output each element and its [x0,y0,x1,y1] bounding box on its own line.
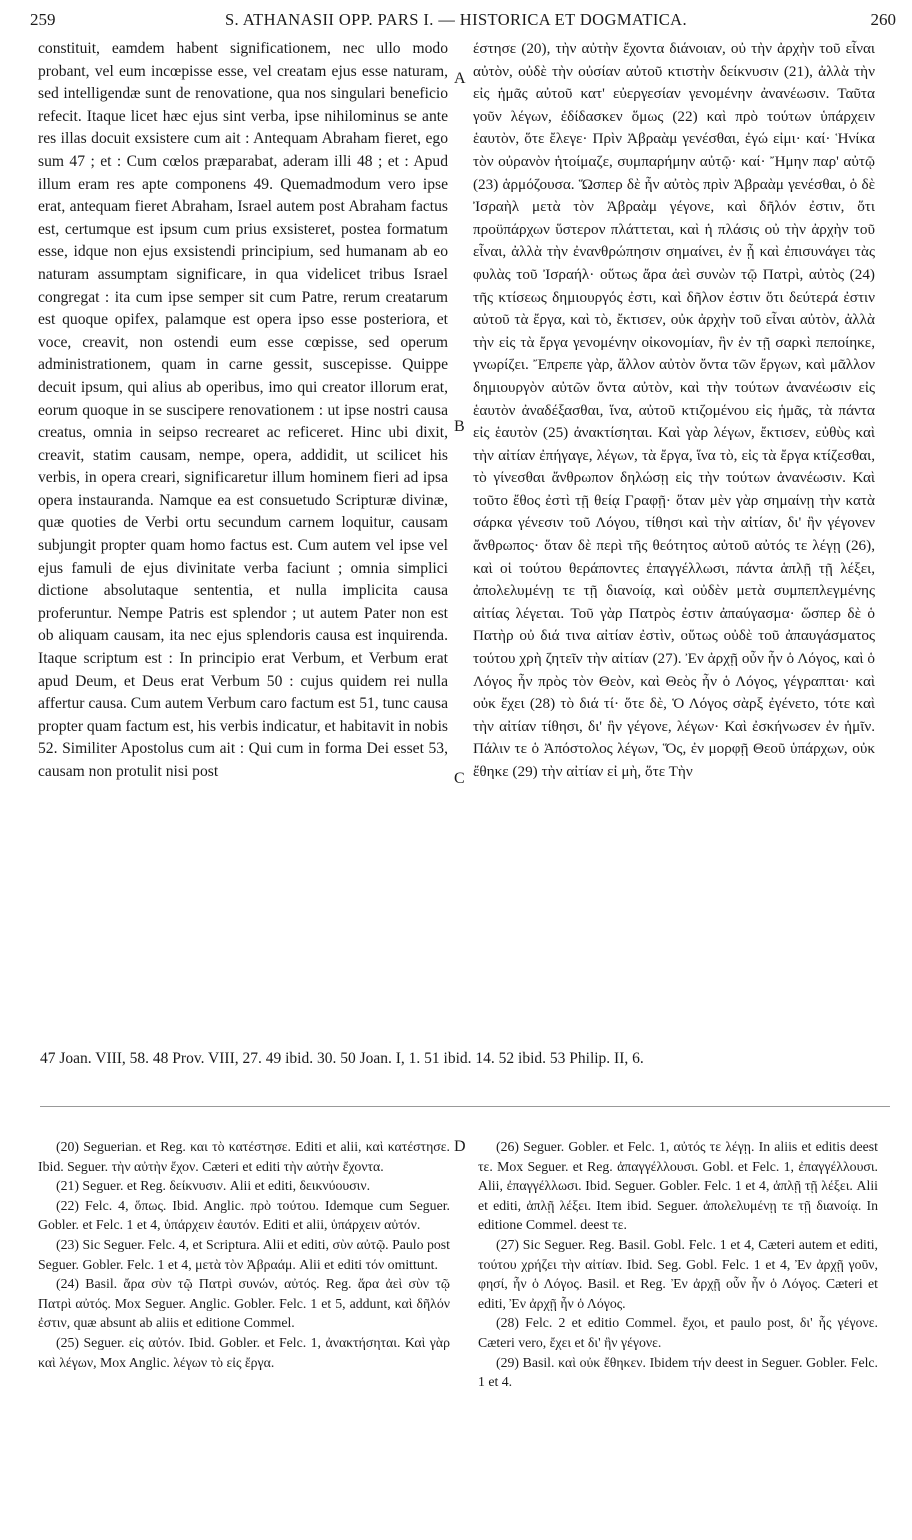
note-29: (29) Basil. καὶ οὐκ ἔθηκεν. Ibidem τήν deest in Seguer. Gobler. Felc. 1 et 4. [478,1354,878,1390]
latin-column: constituit, eamdem habent significationem, nec ullo modo probant, vel eum incœpisse esse, vel creatam ejus esse naturam, sed intelligendæ sunt de renovatione, qua nos singulari beneficio refecit. Itaque licet hæc ejus sint verba, ipse nihilominus se ante res illas docuit exsistere cum ait : Antequam Abraham fieret, ego sum 47 ; et : Cum cœlos præparabat, aderam illi 48 ; et : Apud illum eram res apte componens 49. Quemadmodum vero ipse erat, antequam fieret Abraham, Israel autem post Abraham factus est, certumque est ipsum cum prius exsisteret, postea formatum esse, idque non ejus exsistendi principium, sed humanam ab eo naturam assumptam significare, in qua videlicet tribus Israel congregat : ita cum ipse semper sit cum Patre, rerum creatarum est quoque opifex, palamque est opera ipso esse posteriora, et voce, creavit, non ostendi eum esse cœpisse, sed operum administrationem, quam in carne gessit, suscepisse. Quippe decuit ipsum, qui alius ab operibus, imo qui creator illorum erat, eorum quoque in se suscipere renovationem : ut ipse nostri causa creatus, omnia in seipso recrearet ac reficeret. Hinc ubi dixit, creavit, statim causam, nempe, opera, addidit, ut scilicet his verbis, in opera creari, significaretur illum hominem fieri ad ipsa opera instauranda. Namque ea est consuetudo Scripturæ divinæ, quæ quoties de Verbi ortu secundum carnem loquitur, causam subjungit propter quam homo factus est. Cum autem vel ipse vel ejus famuli de ejus divinitate verba faciunt ; omnia simplici dictione absolutaque sententia, et nulla implicita causa proferuntur. Nempe Patris est splendor ; ut autem Pater non est ob aliquam causam, ita nec ejus splendoris causa est inquirenda. Itaque scriptum est : In principio erat Verbum, et Verbum erat apud Deum, et Deus erat Verbum 50 : cujus quidem rei nulla affertur causa. Cum autem Verbum caro factum est 51, tunc causa propter quam factum est, his verbis indicatur, et habitavit in nobis 52. Similiter Apostolus cum ait : Qui cum in forma Dei esset 53, causam non protulit nisi post [38,40,448,780]
greek-column: έστησε (20), τὴν αὐτὴν ἔχοντα διάνοιαν, οὐ τὴν ἀρχὴν τοῦ εἶναι αὐτὸν, οὐδὲ τὴν οὐσίαν αὐτοῦ κτιστὴν δείκνυσιν (21), ἀλλὰ τὴν εἰς ἡμᾶς αὐτοῦ κατ' εὐεργεσίαν γενομένην ἀνανέωσιν. Ταῦτα γοῦν λέγων, ἐδίδασκεν ὅμως (22) καὶ πρὸ τούτων ὑπάρχειν ἑαυτὸν, ὅτε ἔλεγε· Πρὶν Ἀβραὰμ γενέσθαι, ἐγώ εἰμι· καί· Ἡνίκα τὸν οὐρανὸν ἡτοίμαζε, συμπαρήμην αὐτῷ· καί· Ἤμην παρ' αὐτῷ (23) ἁρμόζουσα. Ὥσπερ δὲ ἦν αὐτὸς πρὶν Ἀβραὰμ γενέσθαι, ὁ δὲ Ἰσραὴλ μετὰ τὸν Ἀβραὰμ γέγονε, καὶ δῆλόν ἐστιν, ὅτι προϋπάρχων ὕστερον πλάττεται, καὶ ἡ πλάσις οὐ τὴν ἀρχὴν τοῦ εἶναι, ἀλλὰ τὴν ἐνανθρώπησιν σημαίνει, ἐν ᾗ καὶ ἐπισυνάγει τὰς φυλὰς τοῦ Ἰσραήλ· οὕτως ἄρα ἀεὶ συνὼν τῷ Πατρὶ, αὐτὸς (24) τῆς κτίσεως δημιουργός ἐστι, καὶ δῆλον ἐστιν ὅτι δεύτερά ἐστιν αὐτοῦ τὰ ἔργα, καὶ τὸ, ἔκτισεν, οὐκ ἀρχὴν τοῦ εἶναι αὐτὸν, ἀλλὰ τὴν εἰς τὰ ἔργα γενομένην οἰκονομίαν, ἣν ἐν τῇ σαρκὶ πεποίηκε, γνωρίζει. Ἔπρεπε γὰρ, ἄλλον αὐτὸν ὄντα τῶν ἔργων, καὶ μᾶλλον δημιουργὸν αὐτῶν ὄντα αὐτὸν, καὶ τὴν τούτων ἀνανέωσιν εἰς ἑαυτὸν ἀναδέξασθαι, ἵνα, αὐτοῦ κτιζομένου εἰς ἡμᾶς, τὰ πάντα εἰς ἑαυτὸν (25) ἀνακτίσηται. Καὶ γὰρ λέγων, ἔκτισεν, εὐθὺς καὶ τὴν αἰτίαν ἐπήγαγε, λέγων, τὰ ἔργα, ἵνα τὸ, εἰς τὰ ἔργα κτίζεσθαι, τὸ γίνεσθαι ἄνθρωπον δηλώσῃ εἰς τὴν τούτων ἀνανέωσιν. Καὶ τοῦτο ἔθος ἐστὶ τῇ θείᾳ Γραφῇ· ὅταν μὲν γὰρ σημαίνῃ τὴν κατὰ σάρκα γένεσιν τοῦ Λόγου, τίθησι καὶ τὴν αἰτίαν, δι' ἣν γέγονεν ἄνθρωπος· ὅταν δὲ περὶ τῆς θεότητος αὐτοῦ αὐτός τε λέγῃ (26), καὶ οἱ τούτου θεράποντες ἐπαγγέλλωσι, πάντα ἁπλῇ τῇ λέξει, ἀπολελυμένῃ τε τῇ διανοίᾳ, καὶ οὐδὲν μετὰ συμπεπλεγμένης αἰτίας λέγεται. Τοῦ γὰρ Πατρὸς ἐστιν ἀπαύγασμα· ὥσπερ δὲ ὁ Πατὴρ οὐ διά τινα αἰτίαν ἐστὶν, οὕτως οὐδὲ τοῦ ἀπαυγάσματος τούτου χρὴ ζητεῖν τὴν αἰτίαν (27). Ἐν ἀρχῇ οὖν ἦν ὁ Λόγος, καὶ ὁ Λόγος ἦν πρὸς τὸν Θεὸν, καὶ Θεὸς ἦν ὁ Λόγος, γέγραπται· καὶ οὐκ ἔχει (28) τὸ διά τί· ὅτε δὲ, Ὁ Λόγος σὰρξ ἐγένετο, τότε καὶ τὴν αἰτίαν τίθησι, δι' ἣν γέγονε, λέγων· Καὶ ἐσκήνωσεν ἐν ἡμῖν. Πάλιν τε ὁ Ἀπόστολος λέγων, Ὅς, ἐν μορφῇ Θεοῦ ὑπάρχων, οὐκ ἔθηκε (29) τὴν αἰτίαν εἰ μὴ, ὅτε Τὴν [473,40,875,780]
note-24: (24) Basil. ἄρα σὺν τῷ Πατρὶ συνών, αὐτός. Reg. ἄρα ἀεὶ σὺν τῷ Πατρὶ αὐτός. Mox Seguer. Anglic. Gobler. Felc. 1 et 5, addunt, καὶ δῆλόν ἐστιν, quæ absunt ab aliis et editione Commel. [38,1276,450,1331]
note-22: (22) Felc. 4, ὅπως. Ibid. Anglic. πρὸ τούτου. Idemque cum Seguer. Gobler. et Felc. 1 et 4, ὑπάρχειν ἑαυτόν. Editi et alii, ὑπάρχειν αὐτόν. [38,1197,450,1233]
page-number-right: 260 [870,10,896,29]
running-title: S. ATHANASII OPP. PARS I. — HISTORICA ET DOGMATICA. [224,10,687,29]
margin-marker-b: B [454,418,465,435]
note-20: (20) Seguerian. et Reg. και τὸ κατέστησε. Editi et alii, καὶ κατέστησε. Ibid. Seguer. τὴν αὐτὴν ἔχον. Cæteri et editi τὴν αὐτὴν ἔχοντα. [38,1139,450,1174]
note-26: (26) Seguer. Gobler. et Felc. 1, αὐτός τε λέγῃ. In aliis et editis deest τε. Mox Seguer. et Reg. ἀπαγγέλλουσι. Gobl. et Felc. 1, ἐπαγγέλλουσι. Alii, ἐπαγγέλλωσι. Ibid. Seguer. Gobler. Felc. 1 et 4, ἁπλῇ τῇ λέξει. Alii et editi, ἁπλῇ λέξει. Item ibid. Seguer. ἀπολελυμένῃ τε τῇ διανοίᾳ. In editione Commel. deest τε. [478,1139,878,1233]
note-27: (27) Sic Seguer. Reg. Basil. Gobl. Felc. 1 et 4, Cæteri autem et editi, τούτου χρήζει τὴν αἰτίαν. Ibid. Seg. Gobl. Felc. 1 et 4, Ἐν ἀρχῇ γοῦν, φησί, ἦν ὁ Λόγος. Basil. et Reg. Ἐν ἀρχῇ οὖν ἦν ὁ Λόγος. Cæteri et editi, Ἐν ἀρχῇ ἦν ὁ Λόγος. [478,1236,878,1311]
page-number-left: 259 [30,10,56,29]
note-28: (28) Felc. 2 et editio Commel. ἔχοι, et paulo post, δι' ἧς γέγονε. Cæteri vero, ἔχει et δι' ἣν γέγονε. [478,1315,878,1350]
scripture-references: 47 Joan. VIII, 58. 48 Prov. VIII, 27. 49 ibid. 30. 50 Joan. I, 1. 51 ibid. 14. 52 ibid. 53 Philip. II, 6. [40,1050,644,1067]
page-header [0,0,912,34]
footnote-divider [40,1106,890,1107]
margin-marker-a: A [454,70,466,87]
critical-notes-right [478,1137,878,1392]
note-23: (23) Sic Seguer. Felc. 4, et Scriptura. Alii et editi, σὺν αὐτῷ. Paulo post Seguer. Gobler. Felc. 1 et 4, μετὰ τὸν Ἀβραάμ. Alii et editi τόν omittunt. [38,1236,450,1272]
margin-marker-c: C [454,770,465,787]
margin-marker-d: D [454,1138,466,1155]
note-21: (21) Seguer. et Reg. δείκνυσιν. Alii et editi, δεικνύουσιν. [56,1178,371,1194]
note-25: (25) Seguer. εἰς αὐτόν. Ibid. Gobler. et Felc. 1, ἀνακτήσηται. Καὶ γὰρ καὶ λέγων, Mox Anglic. λέγων τὸ εἰς ἔργα. [38,1334,450,1370]
critical-notes-left [38,1137,450,1372]
